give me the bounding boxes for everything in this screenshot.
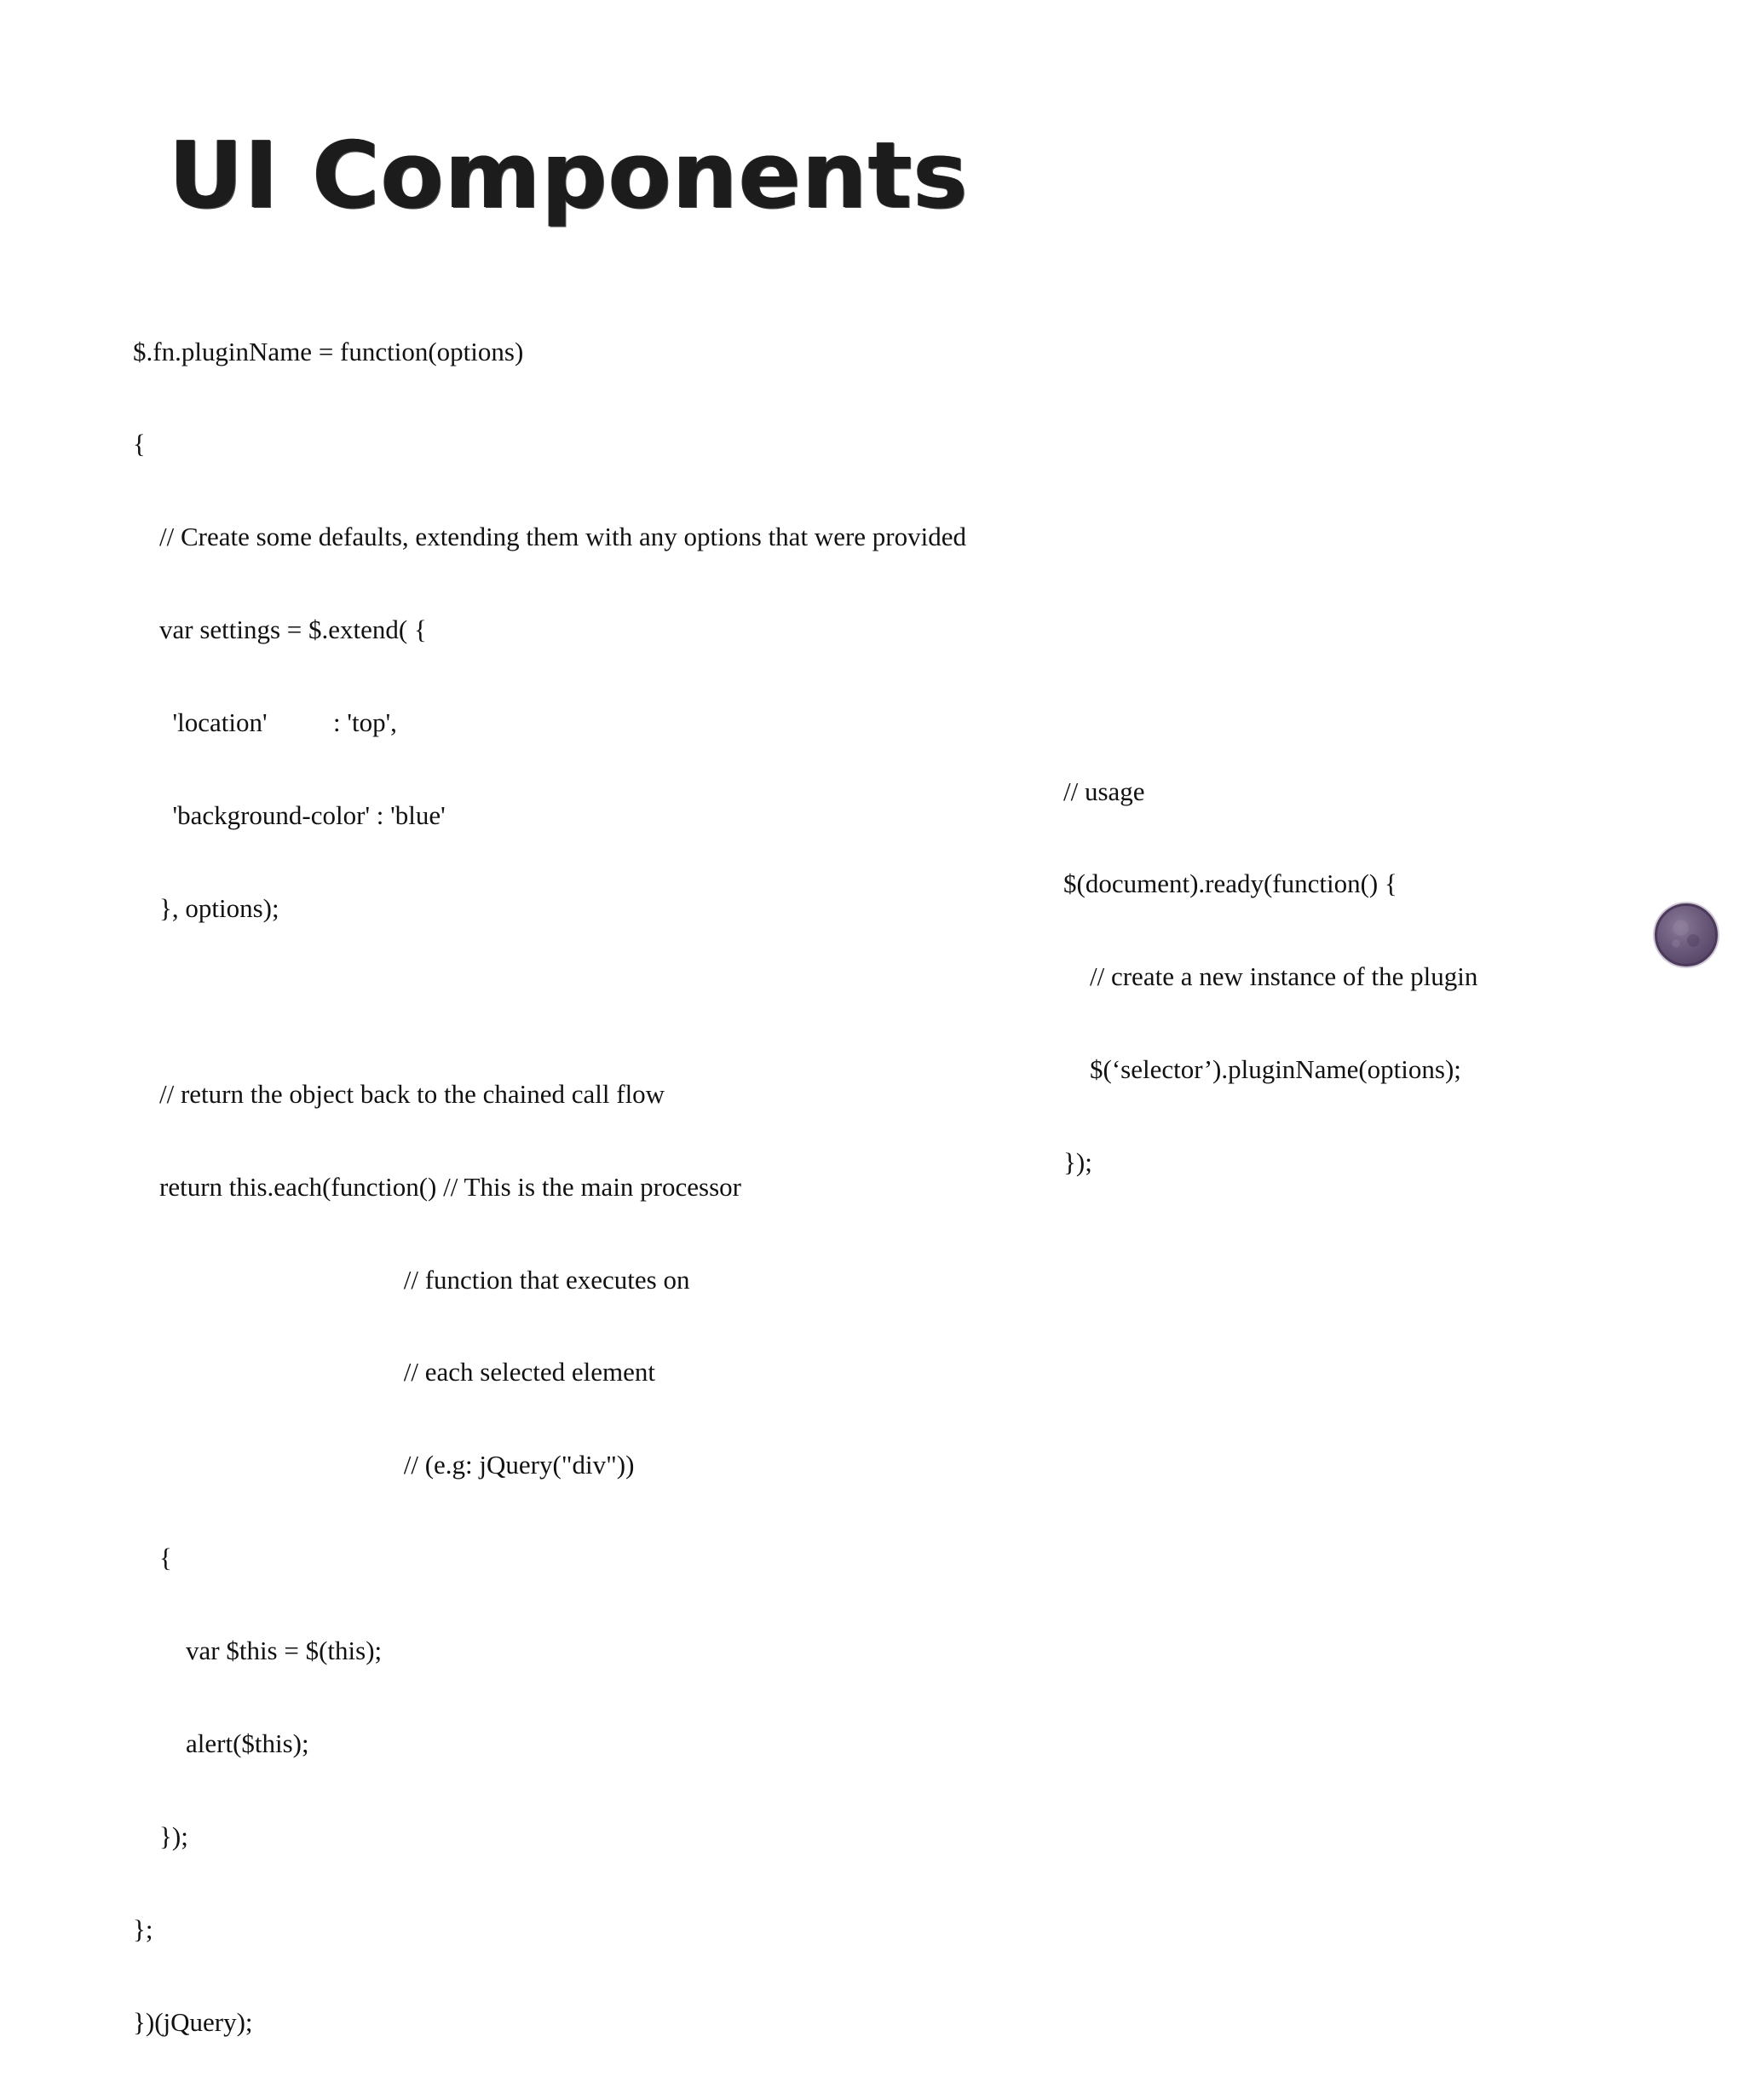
code-line: return this.each(function() // This is the main processor bbox=[133, 1171, 741, 1202]
code-line: 'location' : 'top', bbox=[133, 707, 397, 738]
code-line: }, options); bbox=[133, 892, 279, 923]
code-line: 'background-color' : 'blue' bbox=[133, 800, 446, 831]
code-line: }); bbox=[133, 1820, 188, 1851]
code-line: $.fn.pluginName = function(options) bbox=[133, 336, 524, 366]
code-line: // return the object back to the chained call flow bbox=[133, 1078, 665, 1109]
code-line: // Create some defaults, extending them with any options that were provided bbox=[133, 522, 966, 552]
code-line: var settings = $.extend( { bbox=[133, 614, 427, 645]
code-line: // function that executes on bbox=[133, 1264, 690, 1295]
code-line bbox=[133, 986, 966, 1017]
code-line: { bbox=[133, 1543, 172, 1573]
code-line: $(‘selector’).pluginName(options); bbox=[1063, 1054, 1461, 1085]
code-block-usage bbox=[1063, 714, 1477, 1240]
code-line: $(document).ready(function() { bbox=[1063, 868, 1397, 899]
code-line: // create a new instance of the plugin bbox=[1063, 961, 1478, 992]
slide-title: UI Components bbox=[169, 123, 969, 229]
badge-texture bbox=[1657, 906, 1715, 964]
code-line: // usage bbox=[1063, 776, 1145, 806]
code-line: { bbox=[133, 429, 146, 459]
code-line: // each selected element bbox=[133, 1357, 655, 1388]
code-line: }); bbox=[1063, 1147, 1092, 1178]
code-line: alert($this); bbox=[133, 1728, 309, 1758]
code-line: var $this = $(this); bbox=[133, 1636, 383, 1666]
code-line: // (e.g: jQuery("div")) bbox=[133, 1450, 635, 1480]
code-line: })(jQuery); bbox=[133, 2006, 253, 2037]
code-line: }; bbox=[133, 1913, 153, 1944]
code-block-plugin bbox=[133, 274, 966, 2100]
circle-badge-icon[interactable] bbox=[1655, 903, 1718, 966]
